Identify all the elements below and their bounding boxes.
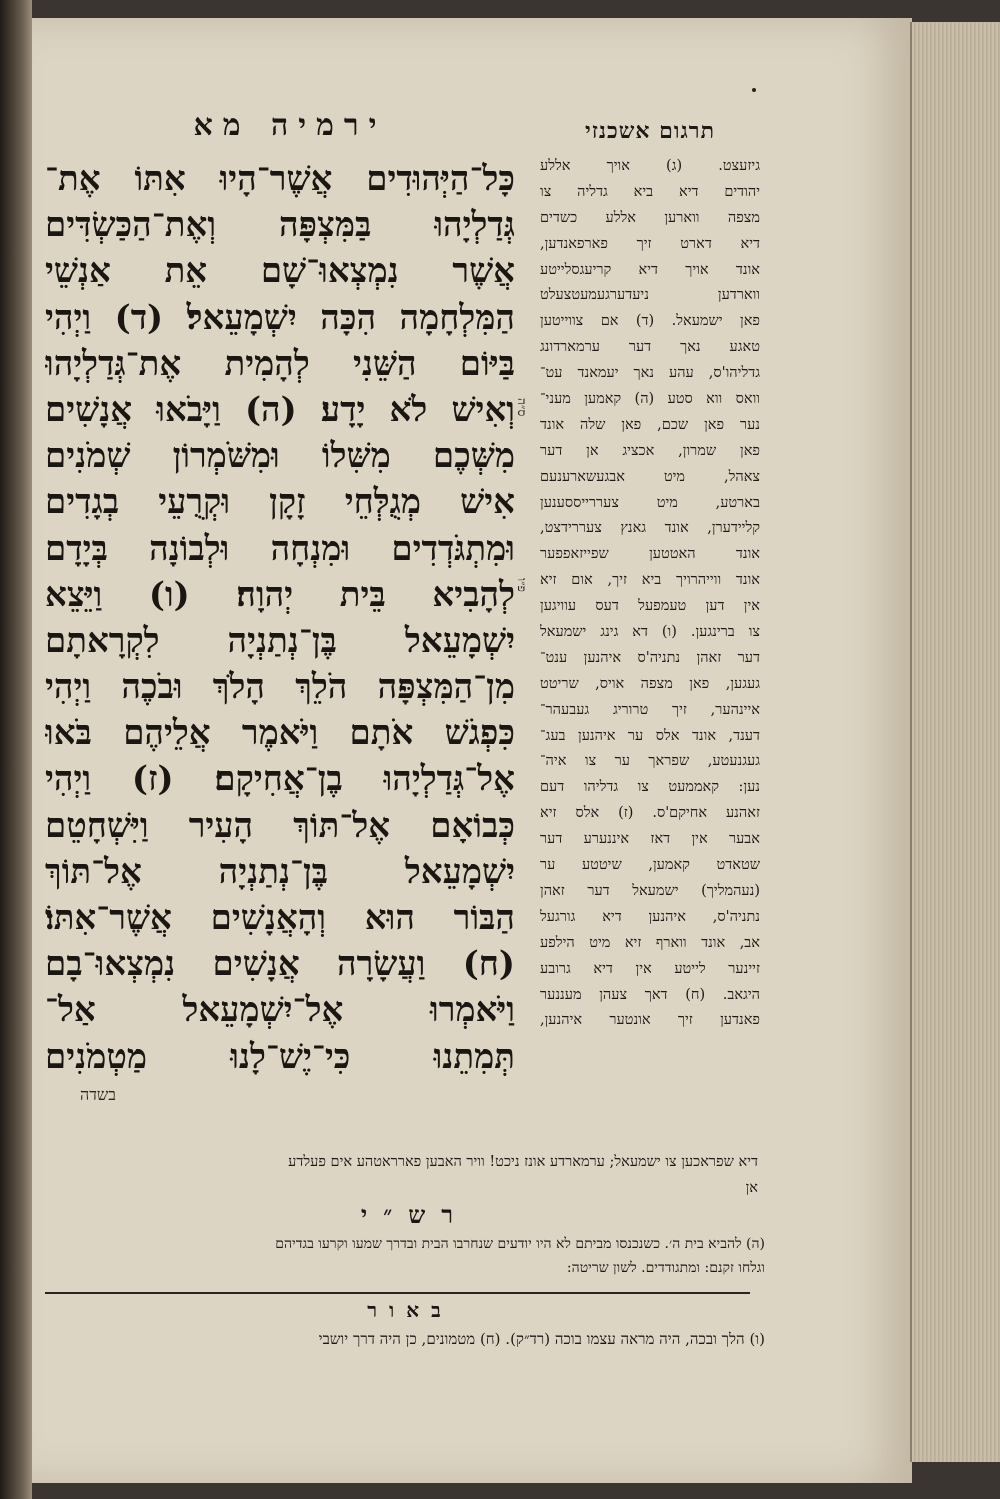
translation-line: גיזעצט. (ג) אויך אללע <box>540 158 760 174</box>
main-line: כִּפְגֹשׁ אֹתָם וַיֹּאמֶר אֲלֵיהֶם בֹּאוּ <box>45 713 515 754</box>
catchword: בשדה <box>80 1085 116 1104</box>
translation-line: פאנדען זיך אונטער איהנען, <box>540 1012 760 1029</box>
translation-continuation <box>78 1150 758 1202</box>
main-line: כָּל־הַיְּהוּדִים אֲשֶׁר־הָיוּ אִתּוֹ אֶת־ <box>45 159 515 199</box>
main-line: כְּבוֹאָם אֶל־תּוֹךְ הָעִיר וַיִּשְׁחָטֵם <box>45 805 515 846</box>
rashi-line: (ה) להביא בית ה׳. כשנכנסו מביתם לא היו יודעים שנחרבו הבית ובדרך שמעו וקרעו בגדיהם <box>275 1236 765 1252</box>
translation-line: אונד ווייהרויך ביא זיך, אום זיא <box>540 572 760 589</box>
margin-mark: ס״ה <box>515 398 529 417</box>
rashi-title: רש״י <box>360 1200 470 1229</box>
translation-line: שטאדט קאמען, שיטטע ער <box>540 857 760 874</box>
main-line: מִשְּׁכֶם מִשִּׁלוֹ וּמִשֹּׁמְרוֹן שְׁמֹנִים <box>45 436 515 477</box>
main-line: יִשְׁמָעֵאל בֶּן־נְתַנְיָה לִקְרָאתָם <box>45 620 515 661</box>
translation-line: היגאב. (ח) דאך צעהן מעננער <box>540 986 760 1003</box>
main-column-title: ירמיה מא <box>193 108 387 143</box>
translation-line: מצפה ווארען אללע כשדים <box>540 209 760 226</box>
translation-line: אב, אונד ווארף זיא מיט הילפע <box>540 934 760 951</box>
translation-line: טאגע נאך דער ערמארדונג <box>540 339 760 356</box>
translation-line: פאן ישמעאל. (ד) אם צווייטען <box>540 313 760 330</box>
main-line: יִשְׁמָעֵאל בֶּן־נְתַנְיָה אֶל־תּוֹךְ <box>45 851 515 892</box>
main-line: הַבּוֹר הוּא וְהָאֲנָשִׁים אֲשֶׁר־אִתּוֹ׃ <box>45 898 515 938</box>
translation-line: דער זאהן נתניה'ס איהנען ענט־ <box>540 649 760 666</box>
main-line: גְּדַלְיָהוּ בַּמִּצְפָּה וְאֶת־הַכַּשְׂדִּים <box>45 205 515 246</box>
rashi-line: וגלחו זקנם: ומתגודדים. לשון שריטה: <box>566 1260 765 1276</box>
translation-line: אונד האטטען שפייזאפפער <box>540 546 760 563</box>
section-divider <box>45 1292 750 1294</box>
main-hebrew-column <box>45 156 515 1080</box>
translation-line: בארטע, מיט צעררייססענען <box>540 494 760 511</box>
translation-line: יהודים דיא ביא גדליה צו <box>540 183 760 200</box>
translation-line: זיינער לייטע אין דיא גרובע <box>540 960 760 977</box>
translation-title: תרגום אשכנזי <box>584 118 715 144</box>
translation-line: אונד אויך דיא קריעגסלייטע <box>540 261 760 278</box>
translation-line: קליידערן, אונד גאנץ צעררידצט, <box>540 520 760 537</box>
rashi-commentary <box>45 1232 765 1280</box>
translation-line: צו ברינגען. (ו) דא גינג ישמעאל <box>540 624 760 641</box>
translation-full-line: אן <box>745 1179 758 1196</box>
translation-line: נתניה'ס, איהנען דיא גורגעל <box>540 908 760 925</box>
main-line: הַמִּלְחָמָה הִכָּה יִשְׁמָעֵאל׃ (ד) וַיְהִי <box>45 297 515 338</box>
main-line: בַּיּוֹם הַשֵּׁנִי לְהָמִית אֶת־גְּדַלְיָהוּ <box>45 343 515 384</box>
biur-commentary: (ו) הלך ובכה, היה מראה עצמו בוכה (רד״ק). (ח) מטמונים, כן היה דרך יושבי <box>318 1330 765 1348</box>
translation-line: דענד, אונד אלס ער איהנען בעג־ <box>540 727 760 744</box>
main-line: אֲשֶׁר נִמְצְאוּ־שָׁם אֵת אַנְשֵׁי <box>45 251 515 292</box>
page-speck <box>752 88 756 92</box>
translation-line: וואס ווא סטע (ה) קאמען מעני־ <box>540 391 760 408</box>
main-line: מִן־הַמִּצְפָּה הֹלֵךְ הָלֹךְ וּבֹכֶה וַיְהִי <box>45 667 515 708</box>
translation-line: ווארדען ניעדערגעמעטצעלט <box>540 287 760 304</box>
main-line: (ח) וַעֲשָׂרָה אֲנָשִׁים נִמְצְאוּ־בָם <box>45 944 515 985</box>
translation-line: פאן שמרון, אכציג אן דער <box>540 442 760 459</box>
translation-line: איינהער, זיך טרוריג געבעהר־ <box>540 701 760 718</box>
translation-line: זאהנע אחיקם'ס. (ז) אלס זיא <box>540 805 760 822</box>
main-line: וּמִתְגֹּדְדִים וּמִנְחָה וּלְבוֹנָה בְּיָדָם <box>45 528 515 569</box>
biur-title: באור <box>367 1298 453 1322</box>
german-translation-column <box>540 118 760 1034</box>
translation-line: צאהל, מיט אבגעשארענעם <box>540 468 760 485</box>
book-gutter <box>0 0 32 1499</box>
translation-line: גדליהו'ס, עהע נאך יעמאנד עט־ <box>540 365 760 382</box>
translation-line: (נעהמליך) ישמעאל דער זאהן <box>540 882 760 899</box>
translation-line: געגנעטע, שפראך ער צו איה־ <box>540 753 760 770</box>
main-line: וְאִישׁ לֹא יָדָע׃ (ה) וַיָּבֹאוּ אֲנָשִׁים <box>45 389 515 430</box>
translation-line: נען: קאממעט צו גדליהו דעם <box>540 779 760 796</box>
translation-line: געגען, פאן מצפה אויס, שריטט <box>540 675 760 692</box>
main-line: אִישׁ מְגֻלְּחֵי זָקָן וּקְרֻעֵי בְגָדִים <box>45 482 515 523</box>
translation-full-line: דיא שפראכען צו ישמעאל; ערמארדע אונז ניכט! וויר האבען פארראטהע אים פעלדע <box>288 1154 758 1170</box>
main-line: לְהָבִיא בֵּית יְהוָה׃ (ו) וַיֵּצֵא <box>45 574 515 615</box>
translation-line: אין דען טעמפעל דעס עוויגען <box>540 598 760 615</box>
translation-line: אבער אין דאז איננערע דער <box>540 831 760 848</box>
translation-line: דיא דארט זיך פארפאנדען, <box>540 235 760 252</box>
main-line: אֶל־גְּדַלְיָהוּ בֶן־אֲחִיקָם׃ (ז) וַיְהִי <box>45 759 515 800</box>
main-line: תְּמִתֵנוּ כִּי־יֶשׁ־לָנוּ מַטְמֹנִים <box>45 1036 515 1077</box>
main-line: וַיֹּאמְרוּ אֶל־יִשְׁמָעֵאל אַל־ <box>45 990 515 1031</box>
translation-line: נער פאן שכם, פאן שלה אונד <box>540 416 760 433</box>
margin-mark: פ״ו <box>515 578 529 592</box>
page-fore-edge <box>910 22 1000 1462</box>
